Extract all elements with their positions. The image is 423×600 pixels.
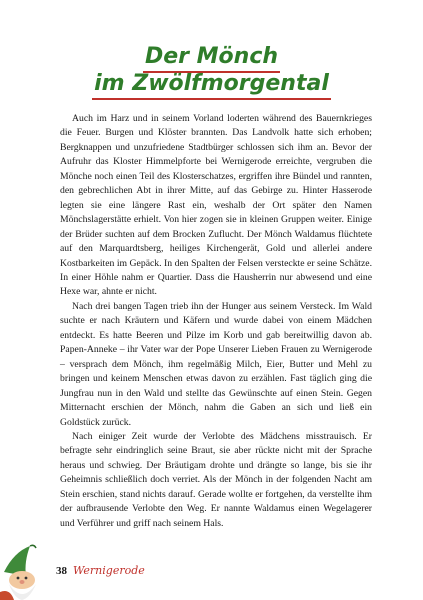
place-name: Wernigerode [73,564,145,577]
title-line-1 [0,44,423,73]
paragraph-2: Nach drei bangen Tagen trieb ihn der Hunger aus seinem Versteck. Im Wald suchte er nach Kräutern und Käfern und wurde dabei von einem Mädchen entdeckt. Es hatte Beeren und Pilze im Korb und gab bereitwillig davon ab. Papen-Anneke – ihr Vater war der Pope Unserer Lieben Frauen zu Wernigerode – versprach dem Mönch, ihm regelmäßig Milch, Eier, Butter und Mehl zu bringen und keinem Menschen etwas davon zu erzählen. Fast täglich ging die Jungfrau nun in den Wald und stellte das Gewünschte auf einen Stein. Gegen Mitternacht erschien der Mönch, nahm die Gaben an sich und ließ ein Goldstück zurück. [60,300,372,428]
title-line-2 [0,71,423,100]
page-footer [56,564,145,577]
title-line-1-text: Der Mönch [143,44,280,73]
paragraph-1: Auch im Harz und in seinem Vorland loderten während des Bauernkrieges die Feuer. Burgen und Klöster brannten. Das Landvolk hatte sich erhoben; Bergknappen und unzufriedene Stadtbürger schlossen sich ihm an. Bevor der Aufruhr das Kloster Himmelpforte bei Wernigerode erreichte, vergruben die Mönche noch einen Teil des Klosterschatzes, ergriffen ihre Bündel und rannten, den gebrechlichen Abt in ihrer Mitte, auf das Gebirge zu. Hinter Hasserode legten sie eine längere Rast ein, weshalb der Ort später den Namen Mönchslagerstätte erhielt. Von hier zogen sie in kleinen Gruppen weiter. Einige der Brüder suchten auf dem Brocken Zuflucht. Der Mönch Waldamus flüchtete auf den Marquardtsberg, heiliges Kirchengerät, Gold und allerlei andere Kostbarkeiten im Gepäck. In den Spalten der Felsen versteckte er seine Schätze. In einer Höhle nahm er Quartier. Dass die Hausherrin nur abwesend und eine Hexe war, ahnte er nicht. [60,113,372,298]
page-number: 38 [56,565,67,577]
story-text [60,112,372,531]
paragraph-3: Nach einiger Zeit wurde der Verlobte des Mädchens misstrauisch. Er befragte sehr eindringlich seine Braut, sie aber rückte nicht mit der Sprache heraus und schwieg. Der Bräutigam drohte und drängte so lange, bis sie ihr Geheimnis schließlich doch verriet. Als der Mönch in der folgenden Nacht am Stein erschien, stand nichts darauf. Gerade wollte er fortgehen, da verstellte ihm der aufbrausende Verlobte den Weg. Er nannte Waldamus einen Wegelagerer und Verführer und griff nach seinem Hals. [60,430,372,529]
gnome-illustration [0,532,56,600]
title-line-2-text: im Zwölfmorgental [92,71,331,100]
